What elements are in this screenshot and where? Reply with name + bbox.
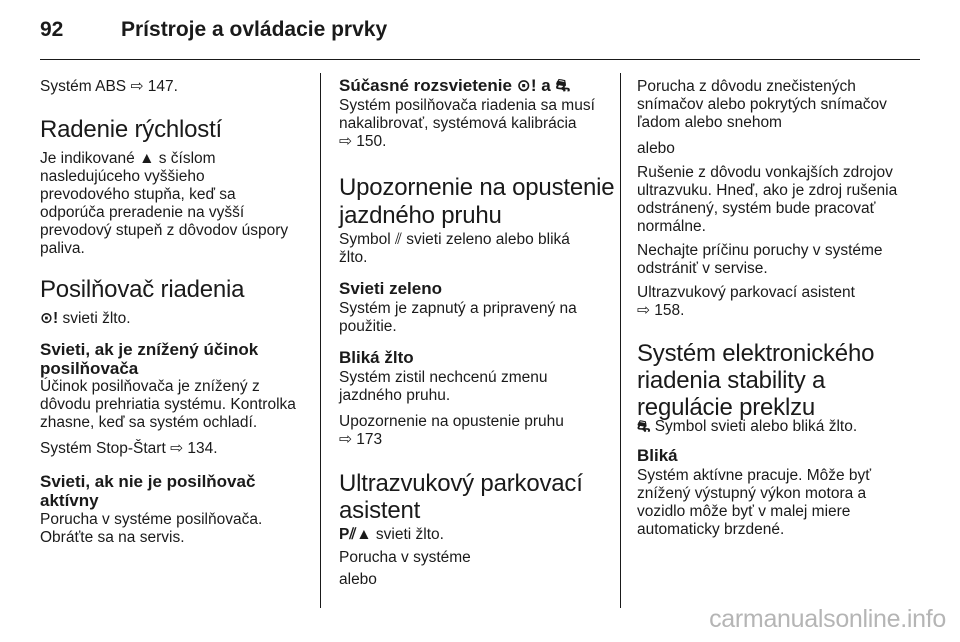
- simul-text-line: nakalibrovať, systémová kalibrácia: [339, 115, 577, 132]
- blink-yellow-text-line: jazdného pruhu.: [339, 387, 451, 404]
- interference-text-line: Rušenie z dôvodu vonkajších zdrojov: [637, 164, 893, 181]
- interference-text-line: odstránený, systém bude pracovať: [637, 200, 876, 217]
- blink-text-line: znížený výstupný výkon motora a: [637, 485, 867, 502]
- gear-text-line: Je indikované ▲ s číslom: [40, 150, 216, 167]
- dirt-text-line: ľadom alebo snehom: [637, 114, 782, 131]
- stop-start-reference: Systém Stop-Štart ⇨ 134.: [40, 440, 218, 457]
- lane-text-line: Symbol ⫽ svieti zeleno alebo bliká: [339, 231, 570, 248]
- heading-inactive-assist: aktívny: [40, 491, 99, 510]
- esc-symbol-line: [637, 418, 857, 436]
- reduced-text-line: dôvodu prehriatia systému. Kontrolka: [40, 396, 296, 413]
- heading-power-steering: Posilňovač riadenia: [40, 276, 245, 303]
- fix-text-line: Nechajte príčinu poruchy v systéme: [637, 242, 883, 259]
- lane-reference-line: Upozornenie na opustenie pruhu: [339, 413, 564, 430]
- gear-text-line: prevodový stupeň z dôvodov úspory: [40, 222, 289, 239]
- gear-text-line: prevodového stupňa, keď sa: [40, 186, 236, 203]
- esc-symbol-text: Symbol svieti alebo bliká žlto.: [650, 418, 858, 435]
- esc-warning-icon: ⛐: [637, 418, 651, 435]
- heading-blink-yellow: Bliká žlto: [339, 348, 414, 367]
- dirt-text-line: Porucha z dôvodu znečistených: [637, 78, 856, 95]
- green-text-line: použitie.: [339, 318, 397, 335]
- column-divider-1: [320, 73, 321, 608]
- parking-warning-icon: P⫽▲: [339, 526, 372, 543]
- heading-esc: regulácie preklzu: [637, 394, 816, 421]
- blink-yellow-text-line: Systém zistil nechcenú zmenu: [339, 369, 548, 386]
- inactive-text-line: Obráťte sa na servis.: [40, 529, 185, 546]
- heading-reduced-assist: posilňovača: [40, 359, 139, 378]
- column-divider-2: [620, 73, 621, 608]
- heading-parking-assist: Ultrazvukový parkovací: [339, 470, 583, 497]
- heading-parking-assist: asistent: [339, 497, 421, 524]
- steering-warning-text: svieti žlto.: [58, 310, 131, 327]
- interference-text-line: normálne.: [637, 218, 706, 235]
- parking-reference-line: Ultrazvukový parkovací asistent: [637, 284, 855, 301]
- page-title: Prístroje a ovládacie prvky: [121, 18, 388, 41]
- inactive-text-line: Porucha v systéme posilňovača.: [40, 511, 263, 528]
- steering-warning-line: [40, 310, 131, 328]
- interference-text-line: ultrazvuku. Hneď, ako je zdroj rušenia: [637, 182, 898, 199]
- steering-warning-icon: ⊙!: [40, 310, 59, 327]
- parking-reference-line: ⇨ 158.: [637, 302, 685, 319]
- header-rule: [40, 59, 920, 60]
- heading-reduced-assist: Svieti, ak je znížený účinok: [40, 340, 259, 359]
- heading-esc: riadenia stability a: [637, 367, 826, 394]
- lane-text-line: žlto.: [339, 249, 368, 266]
- lane-reference-line: ⇨ 173: [339, 431, 383, 448]
- heading-lane-departure: jazdného pruhu: [339, 202, 502, 229]
- dirt-text-line: snímačov alebo pokrytých snímačov: [637, 96, 887, 113]
- gear-text-line: paliva.: [40, 240, 85, 257]
- heading-blink: Bliká: [637, 446, 678, 465]
- simul-text-line: Systém posilňovača riadenia sa musí: [339, 97, 595, 114]
- blink-text-line: automaticky brzdené.: [637, 521, 785, 538]
- heading-simultaneous: Súčasné rozsvietenie ⊙! a ⛐: [339, 76, 571, 95]
- page-number: 92: [40, 18, 64, 41]
- blink-text-line: vozidlo môže byť v malej miere: [637, 503, 851, 520]
- parking-warning-text: svieti žlto.: [371, 526, 444, 543]
- gear-text-line: odporúča preradenie na vyšší: [40, 204, 245, 221]
- reduced-text-line: zhasne, keď sa systém ochladí.: [40, 414, 258, 431]
- heading-lit-green: Svieti zeleno: [339, 279, 442, 298]
- fix-text-line: odstrániť v servise.: [637, 260, 768, 277]
- abs-reference: Systém ABS ⇨ 147.: [40, 78, 178, 95]
- or-text: alebo: [637, 140, 675, 157]
- watermark: carmanualsonline.info: [709, 605, 946, 633]
- parking-fault-text: Porucha v systéme: [339, 549, 471, 566]
- blink-text-line: Systém aktívne pracuje. Môže byť: [637, 467, 872, 484]
- parking-warning-line: [339, 526, 444, 544]
- heading-gear-shift: Radenie rýchlostí: [40, 116, 223, 143]
- heading-inactive-assist: Svieti, ak nie je posilňovač: [40, 472, 256, 491]
- gear-text-line: nasledujúceho vyššieho: [40, 168, 205, 185]
- reduced-text-line: Účinok posilňovača je znížený z: [40, 378, 260, 395]
- green-text-line: Systém je zapnutý a pripravený na: [339, 300, 577, 317]
- parking-or-text: alebo: [339, 571, 377, 588]
- heading-lane-departure: Upozornenie na opustenie: [339, 174, 615, 201]
- simul-text-line: ⇨ 150.: [339, 133, 387, 150]
- heading-esc: Systém elektronického: [637, 340, 875, 367]
